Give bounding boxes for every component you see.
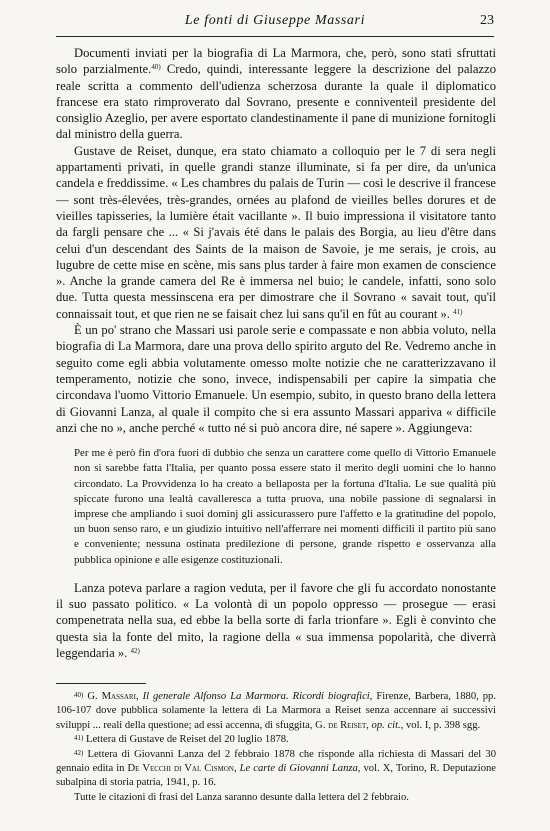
footnote-42-continuation: Tutte le citazioni di frasi del Lanza saranno desunte dalla lettera del 2 febbraio.: [74, 791, 409, 803]
paragraph-4: Lanza poteva parlare a ragion veduta, per il favore che gli fu accordato nonostante il suo passato politico. « La volontà di un popolo oppresso — prosegue — erasi compenetrata nella sua, ed ebbe la bella sorte di farla trionfare ». Egli è convinto che questa sia la fonte del mito, la ragione della « sua immensa popolarità, che diverrà leggendaria ». $^{42)}$: [56, 580, 496, 660]
main-text: [56, 45, 496, 661]
paragraph-3: È un po' strano che Massari usi parole serie e compassate e non abbia voluto, nella biografia di La Marmora, dare una prova dello spirito arguto del Re. Vedremo anche in seguito come egli abbia volutamente omesso molte notizie che ne caratterizzavano il temperamento, notizie che sono, invece, indispensabili per capire la simpatia che circondava l'uomo Vittorio Emanuele. Un esempio, subito, in questo brano della lettera di Giovanni Lanza, al quale il compito che si era assunto Massari appariva « difficile anzi che no », anche perché « tutto né si può ancora dire, né sapere ». Aggiungeva:: [56, 323, 496, 435]
footnote-divider: [56, 683, 146, 684]
footnote-ref-41[interactable]: 41): [453, 307, 463, 316]
paragraph-2: Gustave de Reiset, dunque, era stato chiamato a colloquio per le 7 di sera negli appartamenti privati, in quelle grandi stanze illuminate, si fa per dire, da un'unica candela e freddissime. « Les chambres du palais de Turin — così le descrive il francese — sont très-élevées, très-grandes, ornées au plafond de vieilles belles dorures et de vieilles tapisseries, la lumière était vacillante ». Il buio impressiona il visitatore tanto da fargli pensare che ... « Si j'avais été dans le palais des Borgia, au lieu d'être dans celui d'un descendant des Saints de la maison de Savoie, je me serais, je crois, au lugubre de cette mise en scène, mis sans plus tarder à faire mon examen de conscience ». Anche la grande camera del Re è immersa nel buio; le candele, infatti, sono solo due. Tutta questa messinscena era per dimostrare che il Sovrano « savait tout, qu'il connaissait tout, et que rien ne se faisait chez lui sans qu'il en fût au courant ». $^{41)}$: [56, 143, 496, 321]
footnotes: [56, 690, 496, 805]
page-number: 23: [480, 13, 494, 28]
footnote-41: $^{41)}$ Lettera di Gustave de Reiset del 20 luglio 1878.: [74, 734, 289, 746]
footnote-40: $^{40)}$ G. Massari, Il generale Alfonso La Marmora. Ricordi biografici, Firenze, Barbera, 1880, pp. 106-107 dove pubblica solamente la lettera di La Marmora a Reiset senza accennare ai successivi sviluppi ... reali della questione; ad essi accenna, di sfuggita, G. de Reiset, op. cit., vol. I, p. 398 sgg.: [56, 691, 496, 731]
running-title: Le fonti di Giuseppe Massari: [184, 13, 366, 28]
paragraph-1: Documenti inviati per la biografia di La Marmora, che, però, sono stati sfruttati solo parzialmente.$^{40)}$ Credo, quindi, interessante leggere la descrizione del palazzo reale scritta a commento dell'udienza scherzosa durante la quale il diplomatico francese era stato rimproverato dal Sovrano, presente e conniventeil presidente del consiglio Azeglio, per avere esportato clandestinamente il pane di munizione fornitogli dal ministro della guerra.: [56, 46, 497, 142]
running-header: [56, 10, 494, 37]
footnote-ref-42[interactable]: 42): [130, 646, 140, 655]
footnote-ref-40[interactable]: 40): [151, 63, 161, 72]
block-quote: Per me è però fin d'ora fuori di dubbio che senza un carattere come quello di Vittorio Emanuele non si sarebbe fatta l'Italia, per quanto possa essere stato il merito degli uomini che lo hanno circondato. La Provvidenza lo ha creato a bellaposta per la fortuna d'Italia. Le sue qualità più spiccate furono una lealtà cavalleresca a tutta pruova, una nobile passione di segnalarsi in imprese che ampliando i suoi dominj gli assicurassero pure l'affetto e la gratitudine del popolo, un buon senso raro, e un giudizio intuitivo nell'afferrare nei momenti difficili il partito più sano e conveniente; nessuna ostinata predilezione di persone, grande rispetto e osservanza alla pubblica opinione e alle esigenze costituzionali.: [74, 447, 496, 566]
footnote-42: $^{42)}$ Lettera di Giovanni Lanza del 2 febbraio 1878 che risponde alla richiesta di Massari del 30 gennaio edita in De Vecchi di Val Cismon, Le carte di Giovanni Lanza, vol. X, Torino, R. Deputazione subalpina di storia patria, 1941, p. 16.: [56, 748, 496, 789]
